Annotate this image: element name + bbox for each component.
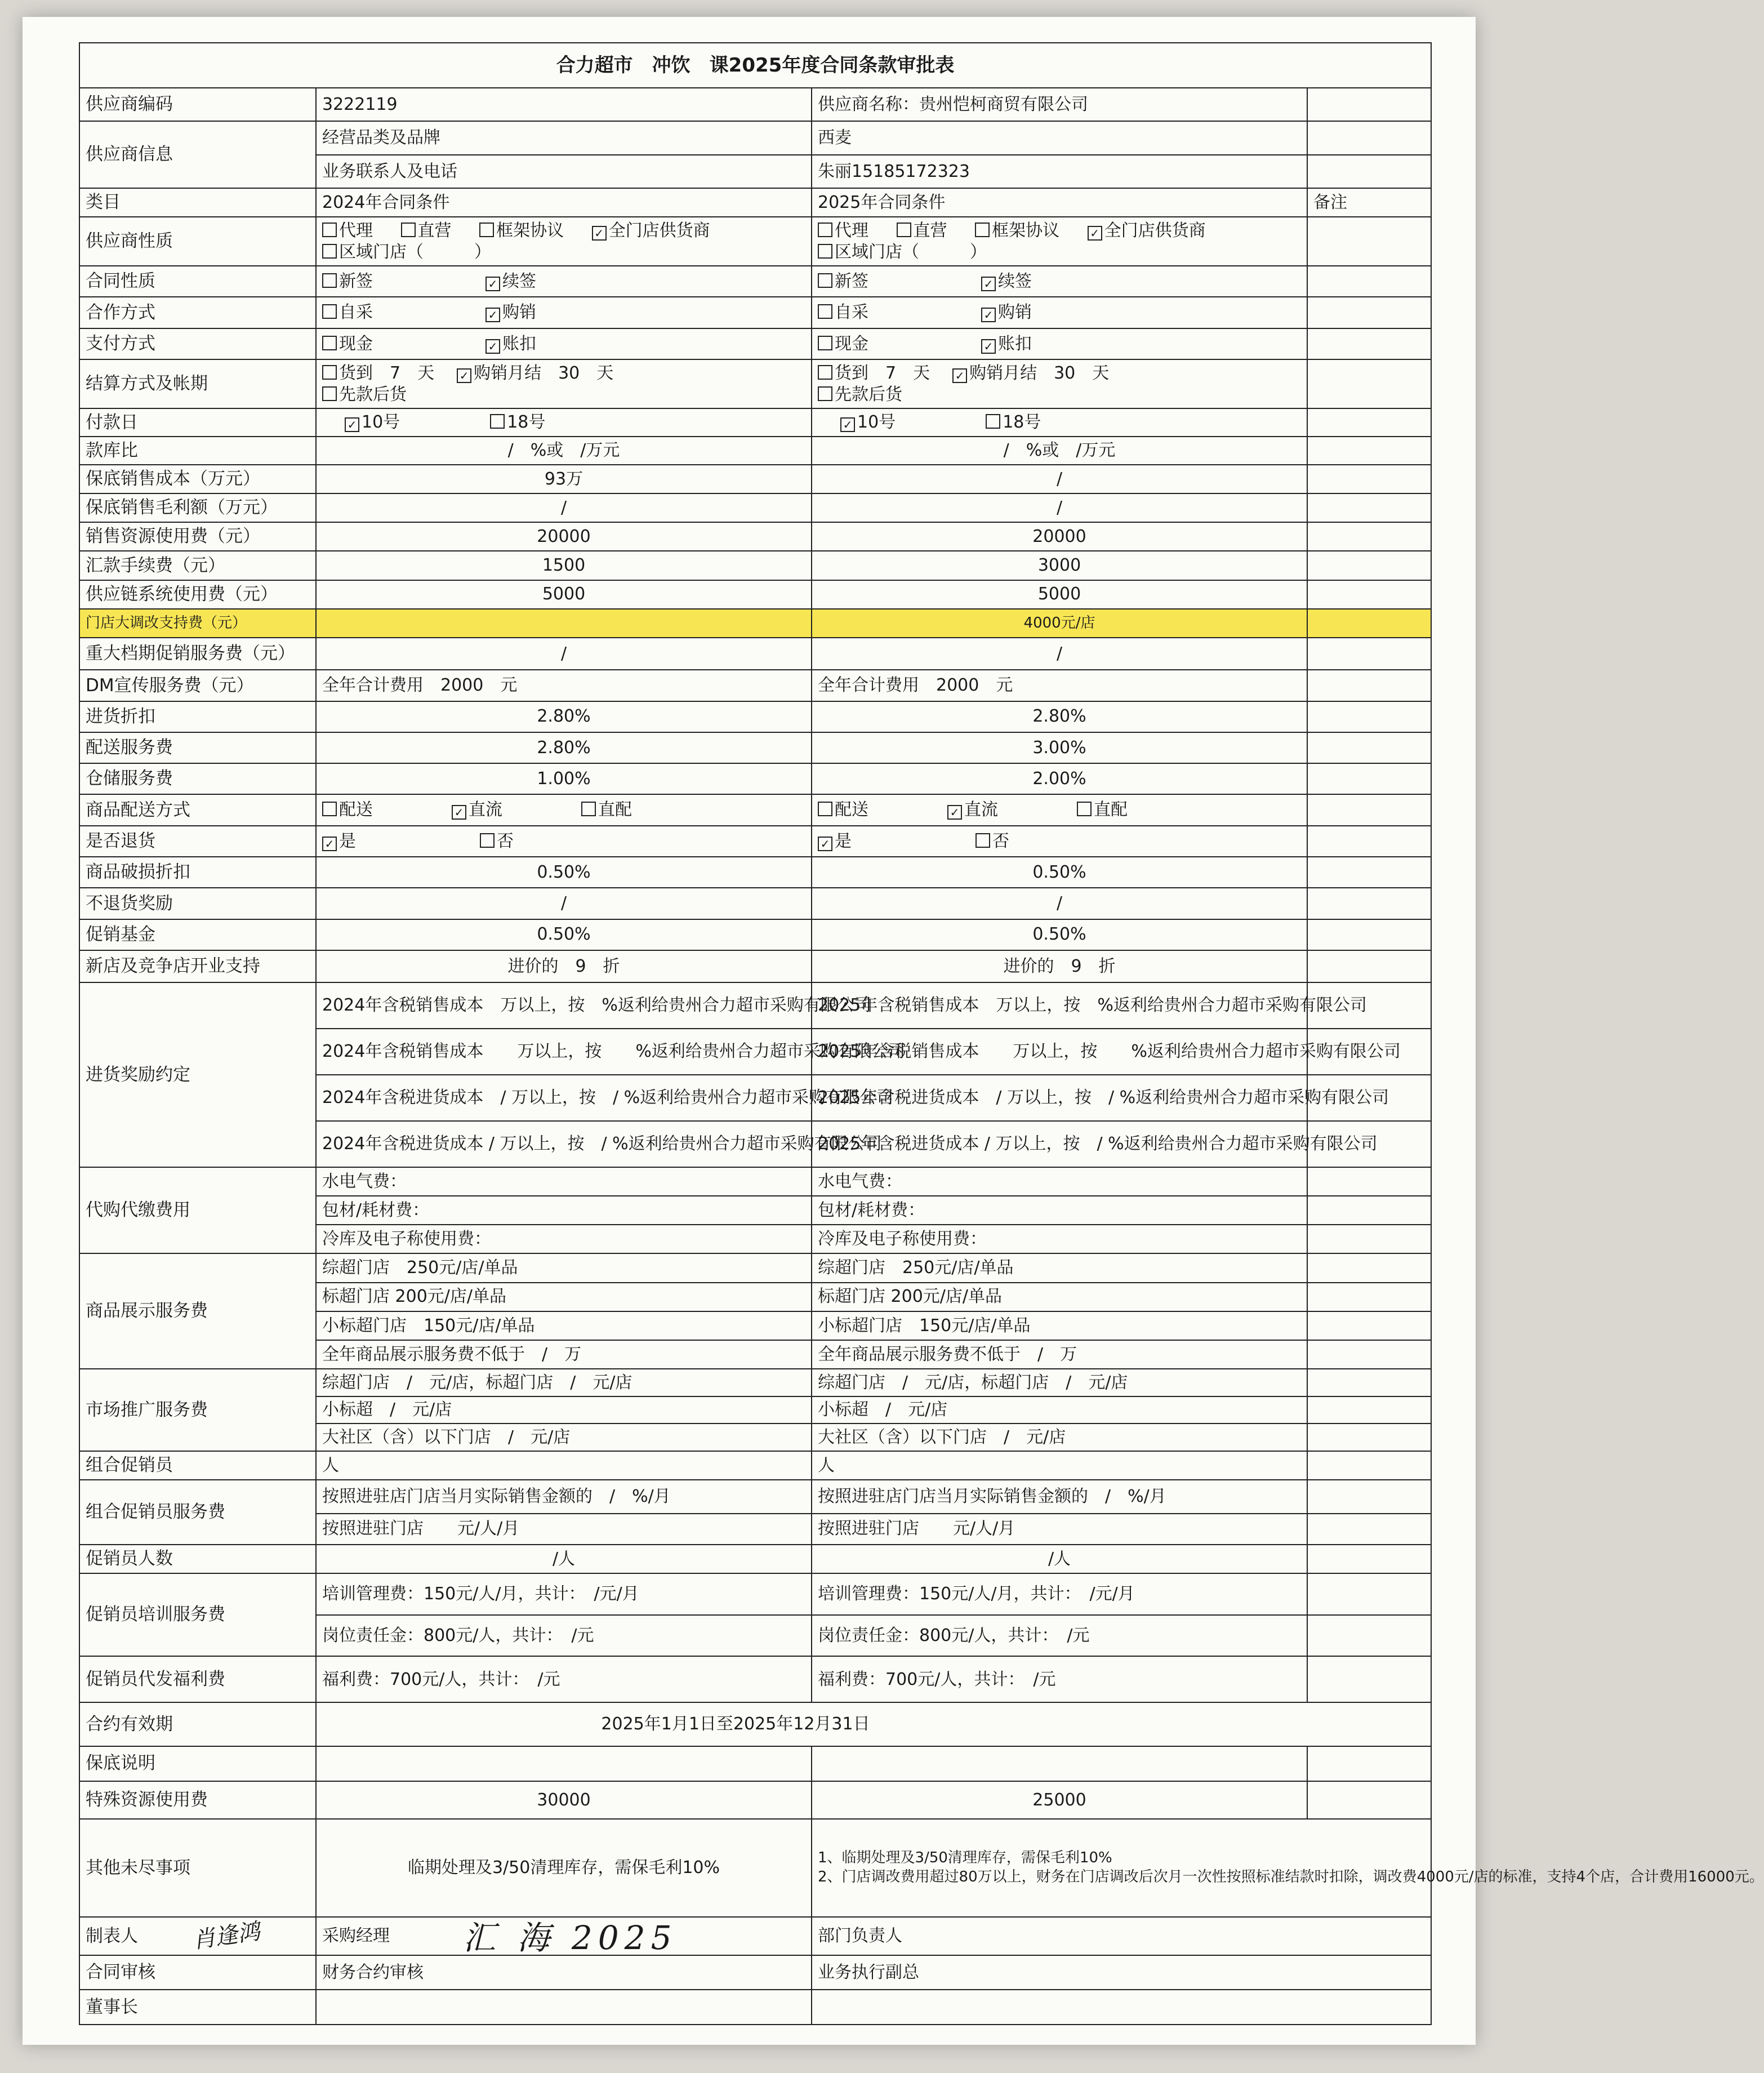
checked-box-icon: ✓	[840, 417, 855, 432]
pay-day-row: 付款日 ✓ 10号 18号 ✓ 10号 18号	[79, 408, 1431, 437]
checked-box-icon: ✓	[485, 277, 500, 291]
rate2-row: 促销基金 0.50% 0.50%	[79, 919, 1431, 950]
display-row: 商品展示服务费 综超门店 250元/店/单品 综超门店 250元/店/单品	[79, 1253, 1431, 1282]
category-label: 类目	[79, 188, 316, 217]
simple-row: 供应链系统使用费（元） 5000 5000	[79, 580, 1431, 609]
rate-row: 仓储服务费 1.00% 2.00%	[79, 763, 1431, 794]
market-row: 市场推广服务费 综超门店 / 元/店，标超门店 / 元/店 综超门店 / 元/店，标超门店 / 元/店	[79, 1369, 1431, 1396]
simple-row: 汇款手续费（元） 1500 3000	[79, 551, 1431, 580]
coop-label: 合作方式	[79, 297, 316, 328]
nature-2024: 代理 直营 框架协议 ✓ 全门店供货商 区域门店（ ）	[316, 217, 812, 266]
rebate-label: 进货奖励约定	[79, 982, 316, 1167]
training-row: 促销员培训服务费 培训管理费：150元/人/月，共计： /元/月 培训管理费：150元/人/月，共计： /元/月	[79, 1573, 1431, 1615]
checkbox-icon	[975, 833, 990, 848]
checkbox-icon	[818, 273, 832, 288]
form-title: 合力超市 冲饮 课2025年度合同条款审批表	[79, 43, 1431, 88]
supplier-name: 供应商名称：贵州恺柯商贸有限公司	[812, 88, 1307, 121]
store-renovation-row: 门店大调改支持费（元） 4000元/店	[79, 609, 1431, 638]
checkbox-icon	[818, 365, 832, 380]
checkbox-icon	[975, 223, 990, 237]
special-fee-row: 特殊资源使用费 30000 25000	[79, 1781, 1431, 1820]
checkbox-icon	[322, 244, 337, 259]
checked-box-icon: ✓	[592, 226, 607, 241]
other-row: 其他未尽事项 临期处理及3/50清理库存，需保毛利10% 1、临期处理及3/50清理库存，需保毛利10% 2、门店调改费用超过80万以上，财务在门店调改后次月一次性按照标准结款时扣除，调改费4000元/店的标准，支持4个店，合计费用16000元。	[79, 1819, 1431, 1917]
rate-row: 进货折扣 2.80% 2.80%	[79, 701, 1431, 732]
checked-box-icon: ✓	[457, 368, 471, 383]
coop-row: 合作方式 自采 ✓ 购销 自采 ✓ 购销	[79, 297, 1431, 328]
rate2-row: 不退货奖励 / /	[79, 888, 1431, 919]
checked-box-icon: ✓	[1088, 226, 1102, 241]
guarantee-row: 保底说明	[79, 1746, 1431, 1781]
checked-box-icon: ✓	[947, 805, 962, 820]
checkbox-icon	[818, 386, 832, 401]
contact-value: 朱丽15185172323	[812, 155, 1307, 188]
agency-row: 包材/耗材费： 包材/耗材费：	[79, 1196, 1431, 1225]
market-row: 小标超 / 元/店 小标超 / 元/店	[79, 1396, 1431, 1424]
contract-type-row: 合同性质 新签 ✓ 续签 新签 ✓ 续签	[79, 266, 1431, 297]
checkbox-icon	[897, 223, 911, 237]
checkbox-icon	[1077, 802, 1092, 816]
agency-label: 代购代缴费用	[79, 1167, 316, 1254]
rebate-row: 2024年含税销售成本 万以上，按 %返利给贵州合力超市采购有限公司 2025年含税销售成本 万以上，按 %返利给贵州合力超市采购有限公司	[79, 1029, 1431, 1075]
promoter-fee-row: 按照进驻门店 元/人/月 按照进驻门店 元/人/月	[79, 1514, 1431, 1545]
nature-label: 供应商性质	[79, 217, 316, 266]
checked-box-icon: ✓	[322, 837, 337, 851]
agency-row: 代购代缴费用 水电气费： 水电气费：	[79, 1167, 1431, 1196]
rebate-row: 2024年含税进货成本 / 万以上，按 / %返利给贵州合力超市采购有限公司 2025年含税进货成本 / 万以上，按 / %返利给贵州合力超市采购有限公司	[79, 1121, 1431, 1167]
checkbox-icon	[322, 336, 337, 350]
delivery-row: 商品配送方式 配送 ✓ 直流 直配 配送 ✓ 直流 直配	[79, 794, 1431, 825]
checkbox-icon	[322, 273, 337, 288]
nature-2025: 代理 直营 框架协议 ✓ 全门店供货商 区域门店（ ）	[812, 217, 1307, 266]
training-row: 岗位责任金：800元/人，共计： /元 岗位责任金：800元/人，共计： /元	[79, 1615, 1431, 1657]
supplier-code-row	[79, 88, 1431, 121]
display-row: 全年商品展示服务费不低于 / 万 全年商品展示服务费不低于 / 万	[79, 1340, 1431, 1369]
checkbox-icon	[322, 802, 337, 816]
remark-header: 备注	[1307, 188, 1431, 217]
checkbox-icon	[818, 244, 832, 259]
major-promo-row: 重大档期促销服务费（元） / /	[79, 638, 1431, 670]
training-label: 促销员培训服务费	[79, 1573, 316, 1656]
return-row: 是否退货 ✓ 是 否 ✓ 是 否	[79, 826, 1431, 857]
brand-value: 西麦	[812, 121, 1307, 154]
pay-method-row: 支付方式 现金 ✓ 账扣 现金 ✓ 账扣	[79, 328, 1431, 359]
checkbox-icon	[986, 414, 1000, 429]
document-page	[23, 17, 1764, 2045]
checkbox-icon	[818, 304, 832, 319]
checked-box-icon: ✓	[981, 277, 996, 291]
settle-row: 结算方式及帐期 货到 7 天 ✓ 购销月结 30 天 先款后货 货到 7 天 ✓ 购销月结 30 天 先款后货	[79, 359, 1431, 408]
agency-row: 冷库及电子称使用费： 冷库及电子称使用费：	[79, 1225, 1431, 1253]
checkbox-icon	[322, 386, 337, 401]
market-row: 大社区（含）以下门店 / 元/店 大社区（含）以下门店 / 元/店	[79, 1423, 1431, 1451]
promoter-row: 组合促销员 人 人	[79, 1451, 1431, 1480]
buyer-signature: 汇 海 2025	[463, 1919, 678, 1958]
checkbox-icon	[490, 414, 505, 429]
checked-box-icon: ✓	[485, 308, 500, 322]
simple-row: 保底销售成本（万元） 93万 /	[79, 465, 1431, 493]
checkbox-icon	[322, 223, 337, 237]
promoter-fee-label: 组合促销员服务费	[79, 1480, 316, 1545]
settle-label: 结算方式及帐期	[79, 359, 316, 408]
checkbox-icon	[401, 223, 416, 237]
contact-field: 业务联系人及电话	[316, 155, 812, 188]
checked-box-icon: ✓	[485, 339, 500, 354]
checkbox-icon	[322, 304, 337, 319]
promoter-count-row: 促销员人数 /人 /人	[79, 1545, 1431, 1573]
display-label: 商品展示服务费	[79, 1253, 316, 1369]
checkbox-icon	[322, 365, 337, 380]
pay-method-label: 支付方式	[79, 328, 316, 359]
checked-box-icon: ✓	[345, 417, 359, 432]
checkbox-icon	[480, 833, 495, 848]
col-2024-header: 2024年合同条件	[316, 188, 812, 217]
dm-fee-row: DM宣传服务费（元） 全年合计费用 2000 元 全年合计费用 2000 元	[79, 670, 1431, 701]
pay-day-label: 付款日	[79, 408, 316, 437]
checkbox-icon	[479, 223, 494, 237]
rebate-row: 进货奖励约定 2024年含税销售成本 万以上，按 %返利给贵州合力超市采购有限公司 2025年含税销售成本 万以上，按 %返利给贵州合力超市采购有限公司	[79, 982, 1431, 1029]
approval-form-table	[79, 42, 1764, 2025]
promoter-fee-row: 组合促销员服务费 按照进驻店门店当月实际销售金额的 / %/月 按照进驻店门店当月实际销售金额的 / %/月	[79, 1480, 1431, 1513]
rate2-row: 商品破损折扣 0.50% 0.50%	[79, 857, 1431, 888]
display-row: 标超门店 200元/店/单品 标超门店 200元/店/单品	[79, 1283, 1431, 1311]
simple-row: 销售资源使用费（元） 20000 20000	[79, 522, 1431, 551]
sign-row-3: 董事长	[79, 1990, 1431, 2025]
sign-row-2: 合同审核 财务合约审核 业务执行副总	[79, 1955, 1431, 1990]
display-row: 小标超门店 150元/店/单品 小标超门店 150元/店/单品	[79, 1311, 1431, 1340]
nature-row	[79, 217, 1431, 266]
supplier-code-value: 3222119	[316, 88, 812, 121]
checkbox-icon	[818, 802, 832, 816]
supplier-code-label: 供应商编码	[79, 88, 316, 121]
category-row	[79, 188, 1431, 217]
validity-row: 合约有效期 2025年1月1日至2025年12月31日	[79, 1702, 1431, 1746]
welfare-row: 促销员代发福利费 福利费：700元/人，共计： /元 福利费：700元/人，共计： /元	[79, 1656, 1431, 1702]
checkbox-icon	[818, 336, 832, 350]
checked-box-icon: ✓	[452, 805, 466, 820]
rate-row: 配送服务费 2.80% 3.00%	[79, 732, 1431, 763]
new-store-row: 新店及竞争店开业支持 进价的 9 折 进价的 9 折	[79, 950, 1431, 982]
supplier-info-label: 供应商信息	[79, 121, 316, 188]
supplier-info-row	[79, 121, 1431, 154]
checked-box-icon: ✓	[981, 339, 996, 354]
maker-signature: 肖逢鸿	[191, 1919, 262, 1954]
stock-ratio-label: 款库比	[79, 437, 316, 465]
sign-row-1: 制表人 肖逢鸿 采购经理 汇 海 2025 部门负责人	[79, 1917, 1431, 1955]
brand-field: 经营品类及品牌	[316, 121, 812, 154]
col-2025-header: 2025年合同条件	[812, 188, 1307, 217]
stock-ratio-row: 款库比 / %或 /万元 / %或 /万元	[79, 437, 1431, 465]
rebate-row: 2024年含税进货成本 / 万以上，按 / %返利给贵州合力超市采购有限公司 2025年含税进货成本 / 万以上，按 / %返利给贵州合力超市采购有限公司	[79, 1075, 1431, 1121]
simple-row: 保底销售毛利额（万元） / /	[79, 493, 1431, 522]
checked-box-icon: ✓	[952, 368, 967, 383]
checked-box-icon: ✓	[818, 837, 832, 851]
contract-type-label: 合同性质	[79, 266, 316, 297]
checkbox-icon	[581, 802, 596, 816]
checked-box-icon: ✓	[981, 308, 996, 322]
checkbox-icon	[818, 223, 832, 237]
market-label: 市场推广服务费	[79, 1369, 316, 1451]
other-2025: 1、临期处理及3/50清理库存，需保毛利10% 2、门店调改费用超过80万以上，财务在门店调改后次月一次性按照标准结款时扣除，调改费4000元/店的标准，支持4个店，合计费用16000元。	[812, 1819, 1431, 1917]
